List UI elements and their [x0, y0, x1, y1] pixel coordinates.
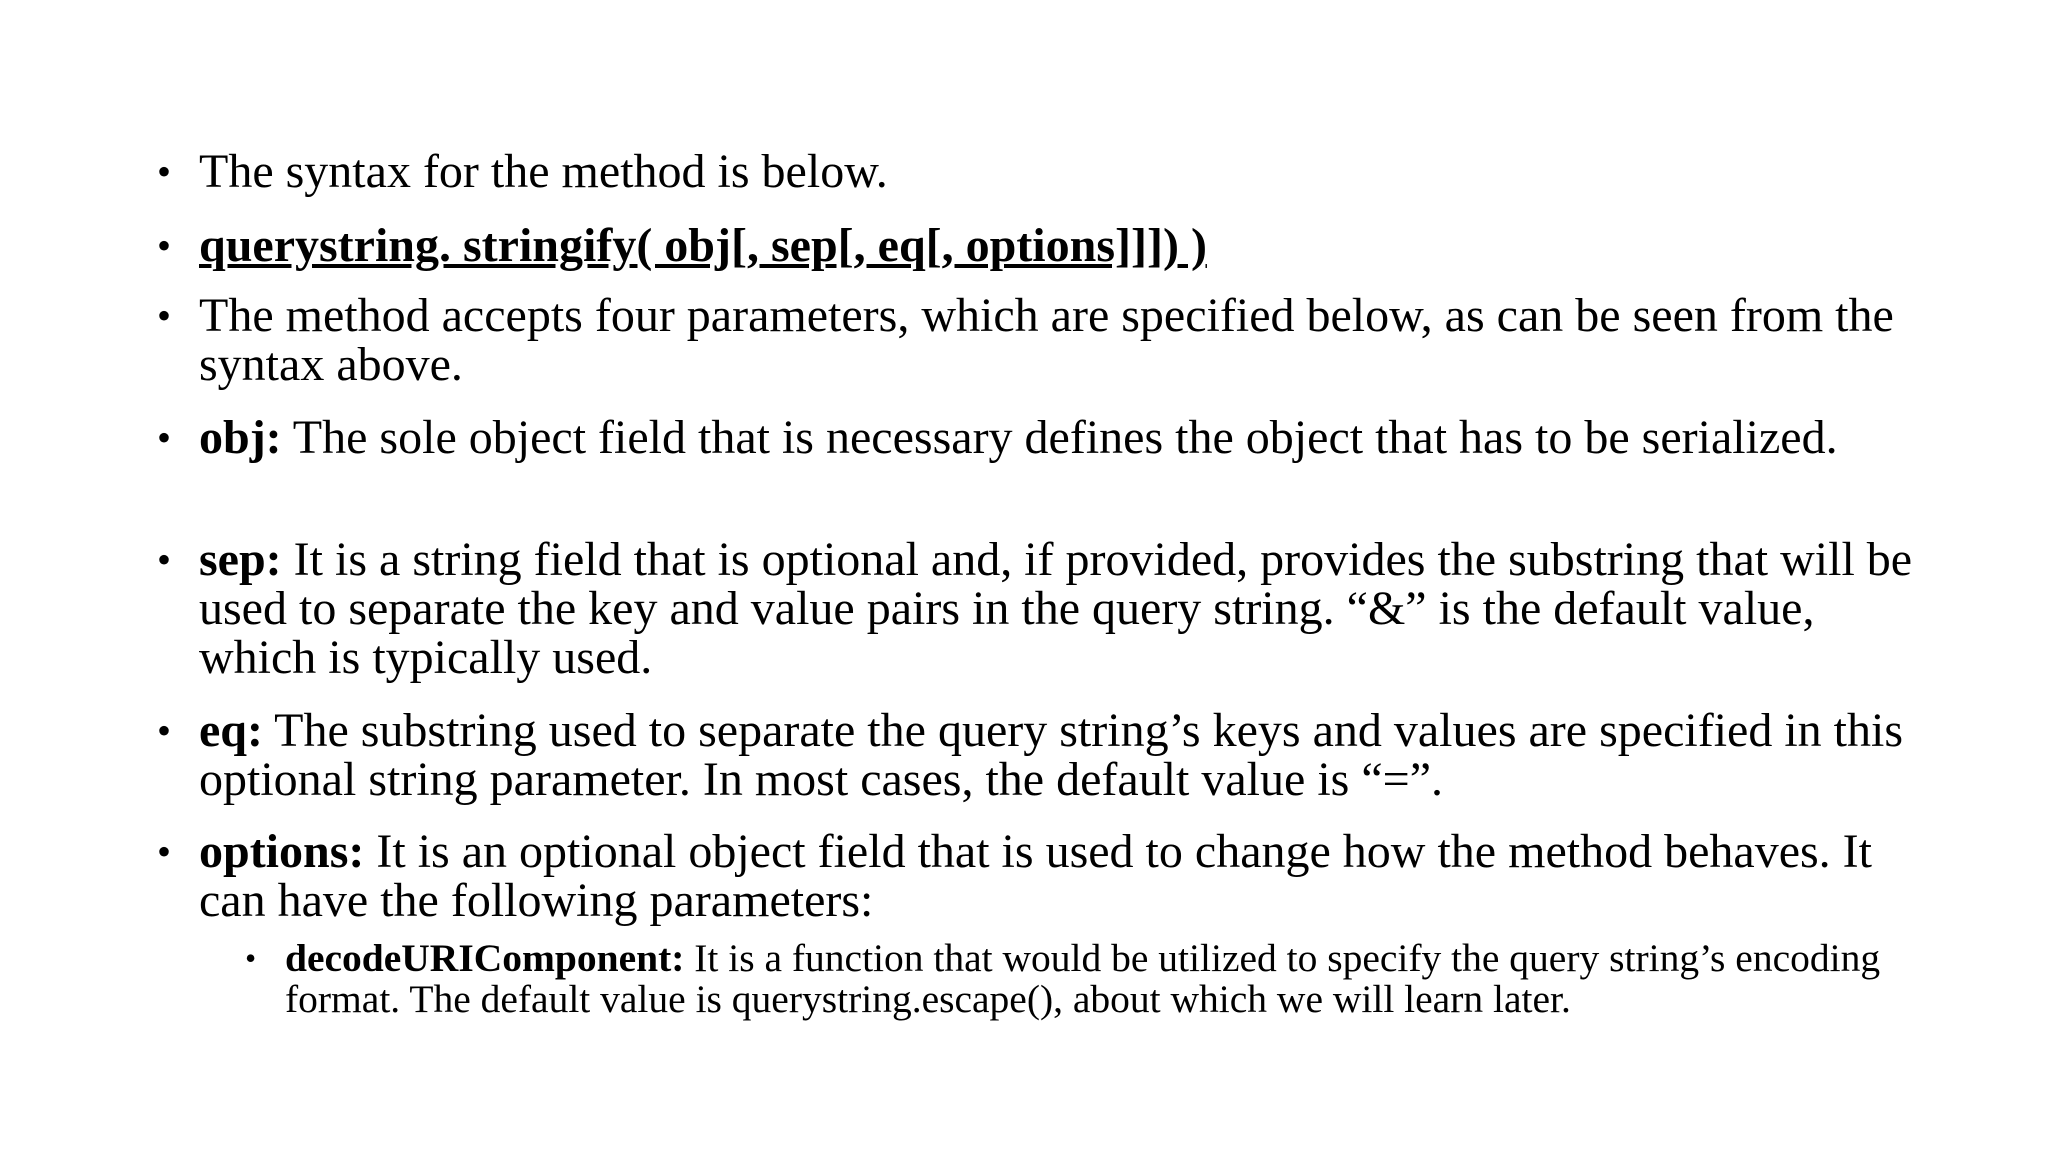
- bullet-icon: •: [245, 940, 257, 976]
- bullet-text: The substring used to separate the query string’s keys and values are specified in this optional string parameter. In most cases, the default value is “=”.: [199, 704, 1904, 806]
- bullet-term: obj:: [199, 411, 282, 464]
- bullet-icon: •: [157, 415, 172, 460]
- bullet-options: [157, 825, 1919, 927]
- bullet-text: It is a string field that is optional and, if provided, provides the substring that will be used to separate the key and value pairs in the query string. “&” is the default value, which is typically used.: [199, 533, 1913, 684]
- bullet-text: The method accepts four parameters, which are specified below, as can be seen from the syntax above.: [199, 289, 1894, 391]
- bullet-term: decodeURIComponent:: [285, 936, 685, 980]
- bullet-eq: [157, 704, 1919, 806]
- bullet-icon: •: [157, 537, 172, 582]
- bullet-obj: [157, 411, 1919, 464]
- bullet-icon: •: [157, 293, 172, 338]
- bullet-parameters-intro: [157, 289, 1919, 391]
- bullet-syntax: [157, 219, 1919, 272]
- bullet-icon: •: [157, 223, 172, 268]
- bullet-text: The syntax for the method is below.: [199, 145, 888, 198]
- bullet-term: sep:: [199, 533, 282, 586]
- bullet-icon: •: [157, 149, 172, 194]
- bullet-text: The sole object field that is necessary defines the object that has to be serialized.: [281, 411, 1838, 464]
- bullet-icon: •: [157, 708, 172, 753]
- bullet-icon: •: [157, 829, 172, 874]
- sub-bullet-decodeuricomponent: [245, 936, 1905, 1021]
- bullet-text: It is an optional object field that is used to change how the method behaves. It can have the following parameters:: [199, 825, 1872, 927]
- syntax-text: querystring. stringify( obj[, sep[, eq[, options]]]) ): [199, 219, 1207, 272]
- bullet-syntax-intro: [157, 145, 1919, 198]
- bullet-term: eq:: [199, 704, 263, 757]
- bullet-sep: [157, 533, 1919, 684]
- bullet-term: options:: [199, 825, 365, 878]
- bullet-text: It is a function that would be utilized to specify the query string’s encoding format. The default value is querystring.escape(), about which we will learn later.: [285, 936, 1881, 1021]
